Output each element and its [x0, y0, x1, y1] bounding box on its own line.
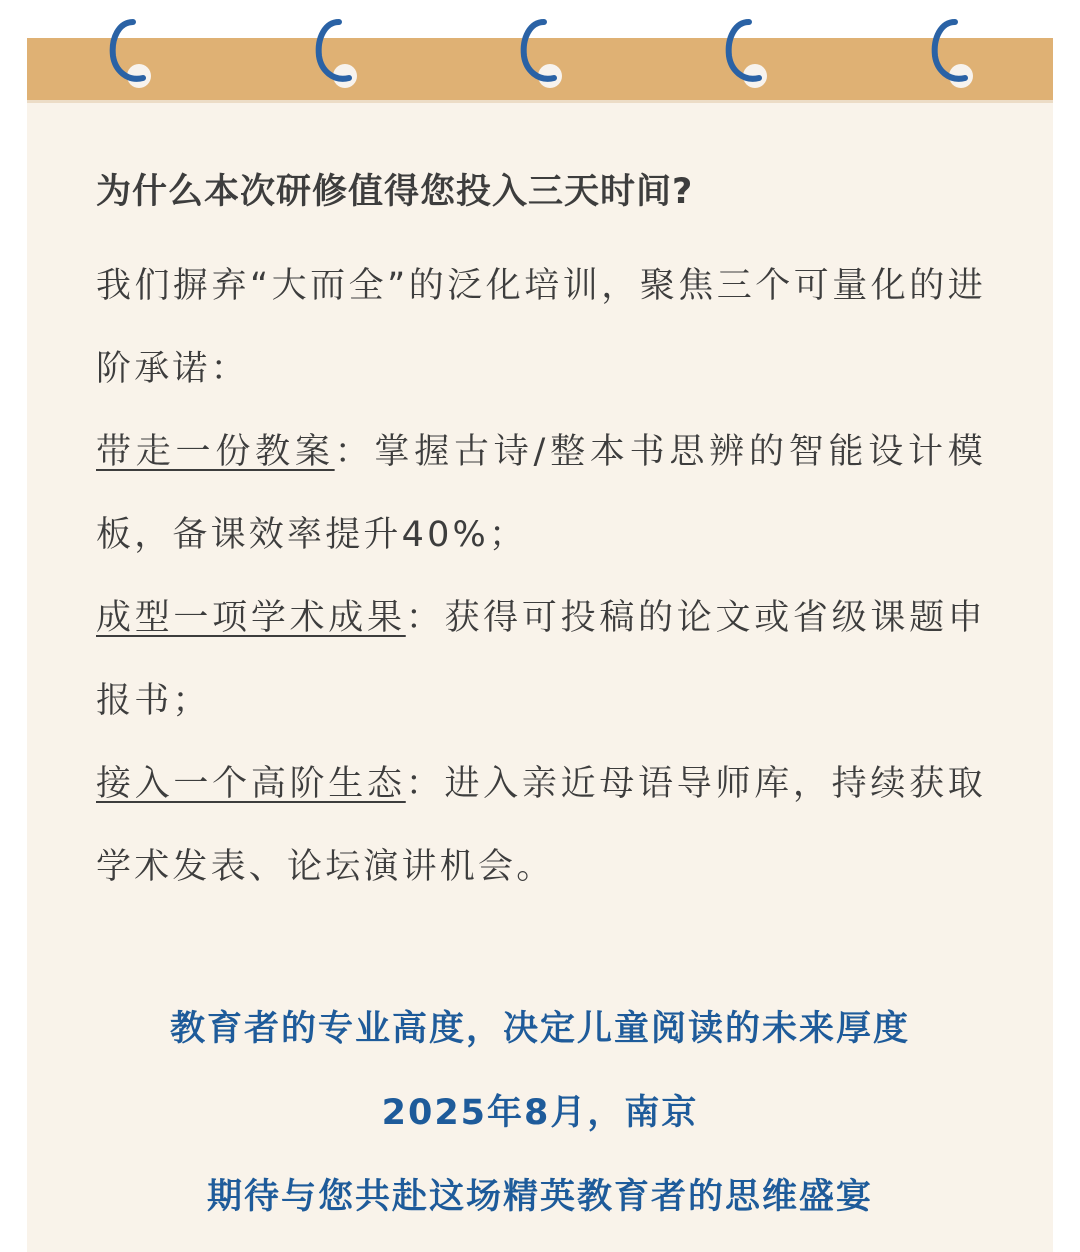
binding-band-shadow — [27, 100, 1053, 103]
promise-item-ecosystem — [96, 743, 986, 909]
intro-paragraph: 我们摒弃“大而全”的泛化培训，聚焦三个可量化的进阶承诺： — [96, 266, 986, 389]
promise-description: 掌握古诗/整本书思辨的智能设计模板，备课效率提升40%； — [96, 432, 987, 555]
spiral-ring-icon — [309, 8, 369, 98]
promise-separator: ： — [405, 598, 445, 638]
spiral-ring-icon — [103, 8, 163, 98]
closing-invitation: 期待与您共赴这场精英教育者的思维盛宴 — [206, 1177, 873, 1217]
question-heading: 为什么本次研修值得您投入三天时间? — [96, 172, 694, 212]
closing-date-place: 2025年8月，南京 — [381, 1093, 699, 1133]
spiral-ring-icon — [514, 8, 574, 98]
promise-title: 带走一份教案 — [96, 432, 335, 472]
promise-description: 获得可投稿的论文或省级课题申报书； — [96, 598, 986, 721]
spiral-ring-icon — [925, 8, 985, 98]
spiral-ring-icon — [719, 8, 779, 98]
promise-item-academic-result — [96, 577, 986, 743]
promise-item-lesson-plan — [96, 411, 986, 577]
promise-description: 进入亲近母语导师库，持续获取学术发表、论坛演讲机会。 — [96, 764, 986, 887]
promise-title: 成型一项学术成果 — [96, 598, 406, 638]
promise-title: 接入一个高阶生态 — [96, 764, 406, 804]
main-content — [96, 163, 986, 909]
promise-separator: ： — [405, 764, 445, 804]
promise-separator: ： — [334, 432, 375, 472]
closing-slogan: 教育者的专业高度，决定儿童阅读的未来厚度 — [169, 1009, 910, 1049]
